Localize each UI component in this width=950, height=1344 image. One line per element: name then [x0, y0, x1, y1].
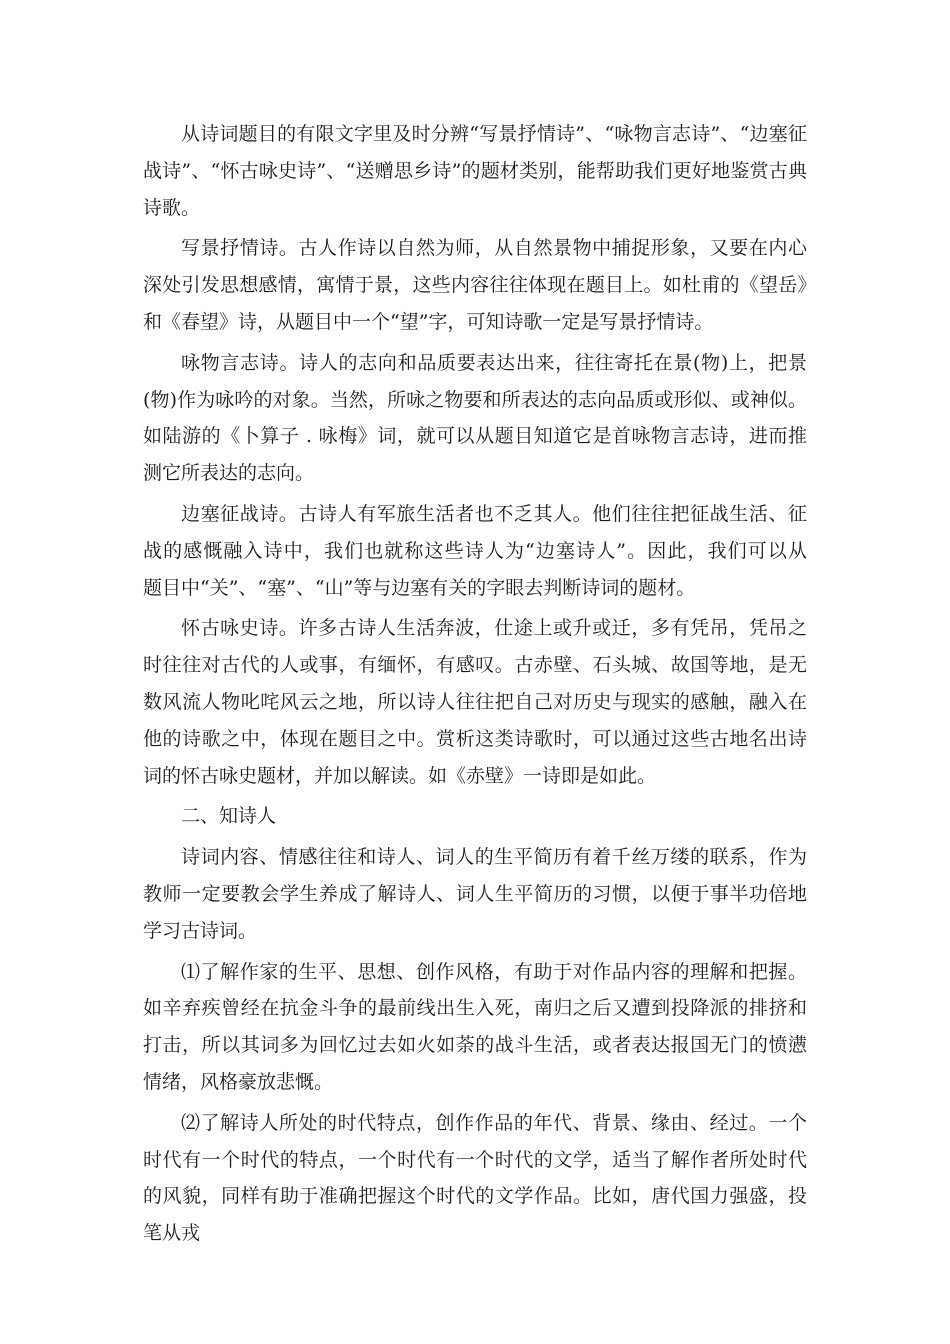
paragraph-poet-life: 诗词内容、情感往往和诗人、词人的生平简历有着千丝万缕的联系，作为教师一定要教会学生养成了解诗人、词人生平简历的习惯，以便于事半功倍地学习古诗词。 — [143, 846, 807, 942]
paragraph-history-poems: 怀古咏史诗。许多古诗人生活奔波，仕途上或升或迁，多有凭吊，凭吊之时往往对古代的人或事，有缅怀，有感叹。古赤壁、石头城、故国等地，是无数风流人物叱咤风云之地，所以诗人往往把自己对历史与现实的感触，融入在他的诗歌之中，体现在题目之中。赏析这类诗歌时，可以通过这些古地名出诗词的怀古咏史题材，并加以解读。如《赤壁》一诗即是如此。 — [143, 617, 807, 787]
paragraph-landscape-poems: 写景抒情诗。古人作诗以自然为师，从自然景物中捕捉形象，又要在内心深处引发思想感情，寓情于景，这些内容往往体现在题目上。如杜甫的《望岳》和《春望》诗，从题目中一个“望”字，可知诗歌一定是写景抒情诗。 — [143, 237, 807, 333]
paragraph-object-poems: 咏物言志诗。诗人的志向和品质要表达出来，往往寄托在景(物)上，把景(物)作为咏吟的对象。当然，所咏之物要和所表达的志向品质或形似、或神似。如陆游的《卜算子 . 咏梅》词，就可以从题目知道它是首咏物言志诗，进而推测它所表达的志向。 — [143, 351, 807, 485]
paragraph-point-1: ⑴了解作家的生平、思想、创作风格，有助于对作品内容的理解和把握。如辛弃疾曾经在抗金斗争的最前线出生入死，南归之后又遭到投降派的排挤和打击，所以其词多为回忆过去如火如荼的战斗生活，或者表达报国无门的愤懑情绪，风格豪放悲慨。 — [143, 960, 807, 1093]
paragraph-point-2: ⑵了解诗人所处的时代特点，创作作品的年代、背景、缘由、经过。一个时代有一个时代的特点，一个时代有一个时代的文学，适当了解作者所处时代的风貌，同样有助于准确把握这个时代的文学作品。比如，唐代国力强盛，投笔从戎 — [143, 1111, 807, 1245]
paragraph-intro: 从诗词题目的有限文字里及时分辨“写景抒情诗”、“咏物言志诗”、“边塞征战诗”、“怀古咏史诗”、“送赠思乡诗”的题材类别，能帮助我们更好地鉴赏古典诗歌。 — [143, 123, 807, 219]
document-body — [143, 116, 827, 1256]
paragraph-frontier-poems: 边塞征战诗。古诗人有军旅生活者也不乏其人。他们往往把征战生活、征战的感慨融入诗中，我们也就称这些诗人为“边塞诗人”。因此，我们可以从 题目中“关”、“塞”、“山”等与边塞有关的字眼去判断诗词的题材。 — [143, 502, 827, 599]
section-heading-know-poet: 二、知诗人 — [181, 805, 277, 828]
